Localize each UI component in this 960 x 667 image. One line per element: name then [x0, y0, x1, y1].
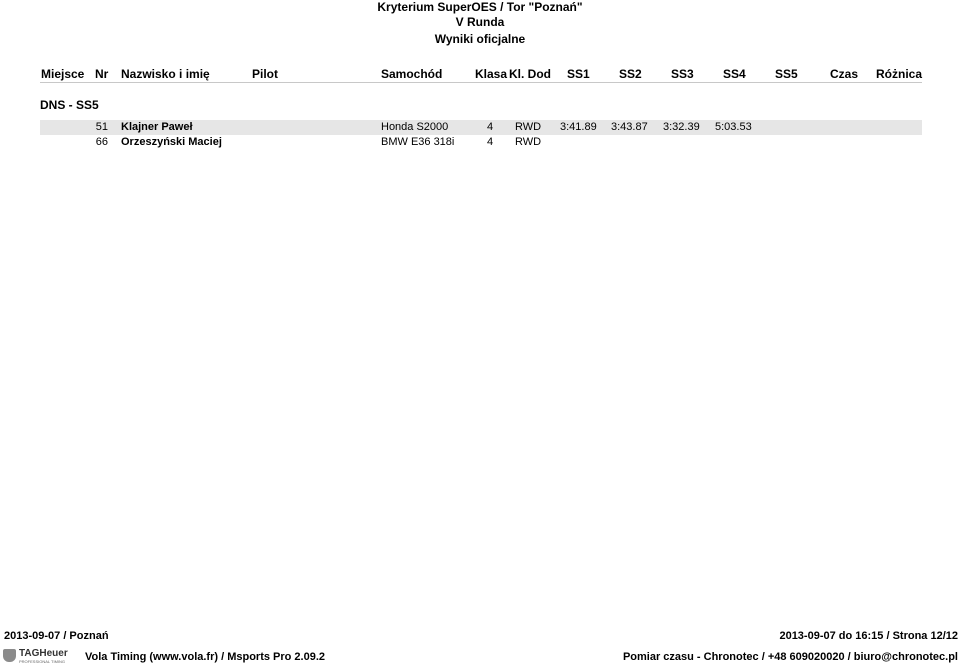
row-klasa: 4 [487, 121, 494, 133]
footer-timing: Pomiar czasu - Chronotec / +48 609020020 / biuro@chronotec.pl [622, 651, 958, 663]
row-nr: 51 [95, 121, 108, 133]
col-pilot: Pilot [252, 67, 278, 81]
row-car: BMW E36 318i [381, 136, 455, 148]
col-czas: Czas [830, 67, 859, 81]
row-ss1: 3:41.89 [560, 121, 597, 133]
row-name: Klajner Paweł [121, 121, 193, 133]
logo-text: TAGHeuer [19, 648, 68, 659]
col-nazwisko: Nazwisko i imię [121, 67, 210, 81]
col-klasa: Klasa [475, 67, 508, 81]
row-klasa: 4 [487, 136, 494, 148]
header-divider [40, 82, 922, 83]
col-ss3: SS3 [671, 67, 694, 81]
col-ss2: SS2 [619, 67, 642, 81]
row-ss3: 3:32.39 [663, 121, 700, 133]
shield-icon [3, 649, 16, 662]
footer-date-place: 2013-09-07 / Poznań [4, 630, 109, 642]
table-row [40, 135, 922, 150]
footer-printed: 2013-09-07 do 16:15 / Strona 12/12 [779, 630, 958, 642]
tagheuer-logo [3, 648, 79, 664]
row-nr: 66 [95, 136, 108, 148]
footer-software: Vola Timing (www.vola.fr) / Msports Pro 2.09.2 [85, 651, 326, 663]
row-name: Orzeszyński Maciej [121, 136, 222, 148]
col-nr: Nr [95, 67, 109, 81]
col-ss4: SS4 [723, 67, 746, 81]
col-samochod: Samochód [381, 67, 443, 81]
round-title: V Runda [455, 15, 505, 29]
row-kl-dod: RWD [515, 121, 542, 133]
col-roznica: Różnica [876, 67, 923, 81]
results-title: Wyniki oficjalne [434, 32, 526, 46]
section-title: DNS - SS5 [40, 98, 99, 112]
row-kl-dod: RWD [515, 136, 542, 148]
col-miejsce: Miejsce [41, 67, 85, 81]
table-row [40, 120, 922, 135]
event-title: Kryterium SuperOES / Tor "Poznań" [377, 0, 583, 14]
logo-subtext: PROFESSIONAL TIMING [19, 659, 66, 664]
row-ss2: 3:43.87 [611, 121, 648, 133]
row-ss4: 5:03.53 [715, 121, 752, 133]
col-ss5: SS5 [775, 67, 798, 81]
col-ss1: SS1 [567, 67, 590, 81]
row-car: Honda S2000 [381, 121, 449, 133]
col-kl-dod: Kl. Dod [509, 67, 551, 81]
